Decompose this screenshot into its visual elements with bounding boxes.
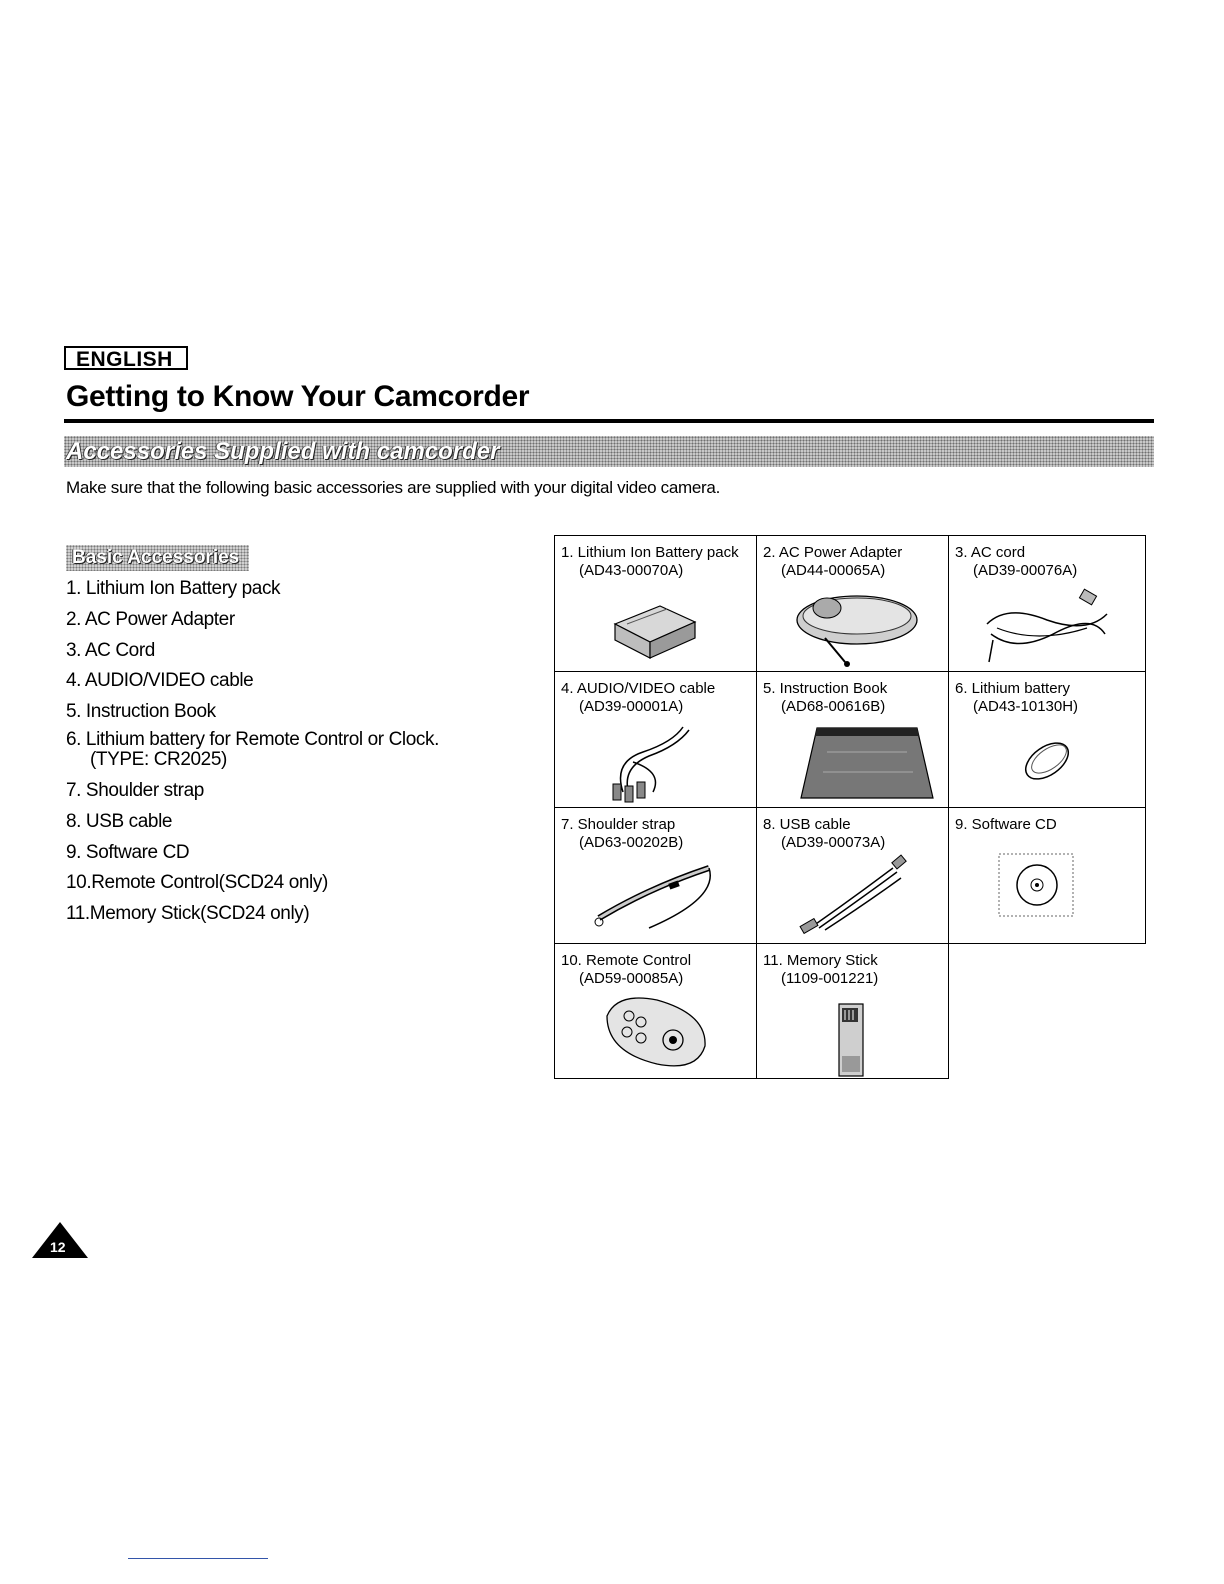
list-item: 3. AC Cord: [66, 639, 155, 661]
grid-cell-power-adapter: [756, 535, 949, 672]
shoulder-strap-icon: [589, 848, 729, 940]
list-item: 7. Shoulder strap: [66, 779, 204, 801]
section-banner: [64, 436, 1154, 467]
grid-cell-software-cd: [948, 807, 1146, 944]
grid-cell-ac-cord: [948, 535, 1146, 672]
grid-cell-battery-pack: [554, 535, 757, 672]
cell-code: (AD39-00001A): [579, 698, 684, 715]
cell-label: 1. Lithium Ion Battery pack: [561, 544, 739, 561]
usb-cable-icon: [793, 848, 923, 940]
list-item: 4. AUDIO/VIDEO cable: [66, 670, 254, 692]
cell-label: 6. Lithium battery: [955, 680, 1071, 697]
list-item-text: 6. Lithium battery for Remote Control or Clock.: [66, 728, 439, 750]
grid-cell-instruction-book: [756, 671, 949, 808]
grid-cell-av-cable: [554, 671, 757, 808]
power-adapter-icon: [785, 588, 925, 670]
grid-cell-usb-cable: [756, 807, 949, 944]
list-item: 8. USB cable: [66, 810, 173, 832]
cell-code: (AD39-00073A): [781, 834, 886, 851]
intro-text: Make sure that the following basic accessories are supplied with your digital video camera.: [66, 478, 720, 497]
cell-label: 9. Software CD: [955, 816, 1057, 833]
list-item: 1. Lithium Ion Battery pack: [66, 578, 281, 599]
grid-cell-remote-control: [554, 943, 757, 1079]
bottom-divider: [128, 1558, 268, 1559]
battery-pack-icon: [605, 594, 705, 664]
list-item: [66, 730, 439, 778]
remote-control-icon: [597, 986, 717, 1078]
page-number-marker: [30, 1220, 90, 1260]
list-item: 11.Memory Stick(SCD24 only): [66, 903, 310, 925]
page-title: Getting to Know Your Camcorder: [66, 380, 530, 413]
list-item: 5. Instruction Book: [66, 701, 216, 723]
section-banner-text: Accessories Supplied with camcorder: [66, 438, 500, 465]
cell-code: (AD59-00085A): [579, 970, 684, 987]
cell-code: (AD39-00076A): [973, 562, 1078, 579]
language-tag: ENGLISH: [64, 346, 188, 370]
software-cd-icon: [997, 852, 1075, 918]
list-item: 9. Software CD: [66, 841, 190, 863]
av-cable-icon: [593, 722, 703, 804]
cell-code: (AD44-00065A): [781, 562, 886, 579]
grid-cell-coin-battery: [948, 671, 1146, 808]
cell-code: (AD63-00202B): [579, 834, 684, 851]
page-number: 12: [50, 1239, 66, 1255]
coin-battery-icon: [1015, 734, 1079, 788]
list-item: 2. AC Power Adapter: [66, 608, 235, 630]
cell-label: 7. Shoulder strap: [561, 816, 676, 833]
cell-code: (AD43-10130H): [973, 698, 1079, 715]
list-item-subtext: (TYPE: CR2025): [90, 748, 227, 770]
cell-label: 10. Remote Control: [561, 952, 692, 969]
cell-code: (1109-001221): [781, 970, 879, 987]
list-item: 10.Remote Control(SCD24 only): [66, 872, 328, 894]
grid-cell-memory-stick: [756, 943, 949, 1079]
memory-stick-icon: [837, 1002, 865, 1078]
grid-cell-shoulder-strap: [554, 807, 757, 944]
cell-label: 3. AC cord: [955, 544, 1026, 561]
cell-label: 8. USB cable: [763, 816, 851, 833]
cell-label: 2. AC Power Adapter: [763, 544, 903, 561]
cell-code: (AD68-00616B): [781, 698, 886, 715]
instruction-book-icon: [797, 722, 937, 802]
title-rule: [64, 419, 1154, 423]
cell-label: 11. Memory Stick: [763, 952, 878, 969]
ac-cord-icon: [977, 584, 1127, 670]
cell-label: 5. Instruction Book: [763, 680, 888, 697]
cell-label: 4. AUDIO/VIDEO cable: [561, 680, 716, 697]
basic-accessories-list: [66, 576, 439, 932]
basic-accessories-heading: Basic Accessories: [66, 545, 249, 571]
cell-code: (AD43-00070A): [579, 562, 684, 579]
